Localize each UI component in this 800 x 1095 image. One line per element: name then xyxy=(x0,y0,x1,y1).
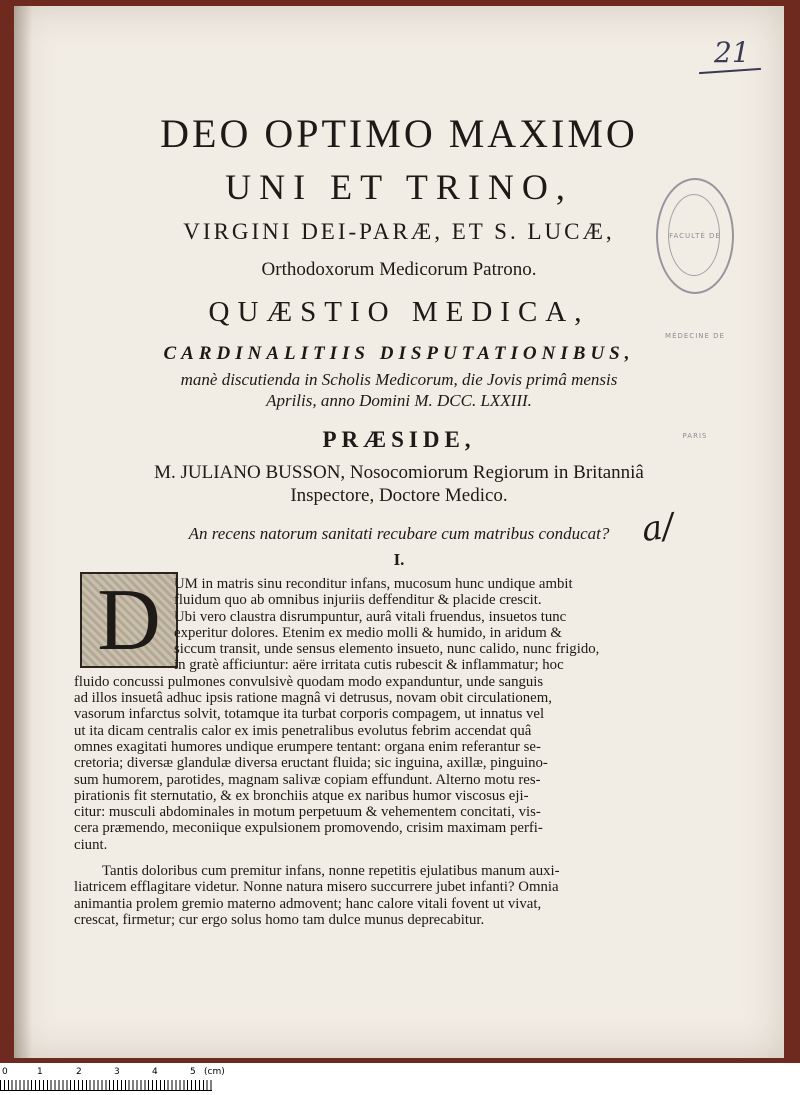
heading-line-7: manè discutienda in Scholis Medicorum, die Jovis primâ mensis xyxy=(180,370,618,389)
ruler-label: 4 xyxy=(152,1067,158,1077)
text-line: sum humorem, parotides, magnam salivæ copiam effundunt. Alterno motu res- xyxy=(74,771,541,788)
text-line: in gratè afficiuntur: aëre irritata cutis rubescit & inflammatur; hoc xyxy=(174,657,564,674)
ruler-label: 2 xyxy=(76,1067,82,1077)
question-title: An recens natorum sanitati recubare cum matribus conducat? xyxy=(188,524,610,543)
paragraph-2 xyxy=(74,863,636,928)
text-line: fluidum quo ab omnibus injuriis deffenditur & placide crescit. xyxy=(174,592,542,609)
margin-annotation: a/ xyxy=(639,505,677,551)
text-line: omnes exagitati humores undique erumpere tentant: organa enim referantur se- xyxy=(74,738,541,755)
text-line: siccum transit, unde sensus elemento insueto, nunc calido, nunc frigido, xyxy=(174,641,600,658)
text-line: cretoria; diversæ glandulæ diversa eructant fluida; sic inguina, axillæ, pinguino- xyxy=(74,755,548,772)
paragraph-1 xyxy=(74,572,636,853)
president-line-2: Inspectore, Doctore Medico. xyxy=(290,485,508,506)
text-line: cera præmendo, meconiique expulsionem promovendo, crisim maximam perfi- xyxy=(74,820,543,837)
heading-line-1: DEO OPTIMO MAXIMO xyxy=(160,111,638,156)
heading-line-4: Orthodoxorum Medicorum Patrono. xyxy=(261,259,537,280)
ruler-label: 5 xyxy=(190,1067,196,1077)
praeside-heading: PRÆSIDE, xyxy=(322,427,476,452)
section-number: I. xyxy=(393,550,405,569)
text-line: ut ita dicam centralis calor ex imis penetralibus evolutus febrim accendat quâ xyxy=(74,722,532,739)
text-line: liatricem efflagitare videtur. Nonne natura misero succurrere jubet infanti? Omnia xyxy=(74,879,559,896)
text-line: experitur dolores. Etenim ex medio molli & humido, in aridum & xyxy=(174,624,562,641)
president-line-1: M. JULIANO BUSSON, Nosocomiorum Regiorum in Britanniâ xyxy=(154,462,644,483)
heading-line-6: CARDINALITIIS DISPUTATIONIBUS, xyxy=(163,343,635,364)
text-line: crescat, firmetur; cur ergo solus homo tam dulce munus deprecabitur. xyxy=(74,911,485,928)
ruler-label: (cm) xyxy=(204,1067,225,1077)
text-line: ad illos insuetâ adhuc ipsis ratione magnâ vi detrusus, novam obit circulationem, xyxy=(74,690,552,707)
text-line: Tantis doloribus cum premitur infans, nonne repetitis ejulatibus manum auxi- xyxy=(102,863,560,879)
text-line: animantia prolem gremio materno admovent; hanc calore vitali fovent ut vivat, xyxy=(74,895,542,912)
ruler-bar xyxy=(0,1080,212,1091)
handwritten-page-number: 21 xyxy=(714,36,750,69)
heading-line-2: UNI ET TRINO, xyxy=(225,167,573,207)
heading-line-3: VIRGINI DEI-PARÆ, ET S. LUCÆ, xyxy=(183,219,615,244)
document-page xyxy=(14,6,784,1058)
heading-line-8: Aprilis, anno Domini M. DCC. LXXIII. xyxy=(266,391,532,410)
ruler-label: 3 xyxy=(114,1067,120,1077)
scale-ruler xyxy=(0,1063,800,1095)
heading-line-5: QUÆSTIO MEDICA, xyxy=(208,296,590,328)
text-line: fluido concussi pulmones convulsivè quodam modo expanduntur, unde sanguis xyxy=(74,673,544,690)
text-line: UM in matris sinu reconditur infans, mucosum hunc undique ambit xyxy=(174,576,573,592)
text-line: vasorum infarctus solvit, totamque ita turbat corporis compagem, ut innatus vel xyxy=(74,706,545,723)
text-line: ciunt. xyxy=(74,836,108,853)
ruler-label: 0 xyxy=(2,1067,8,1077)
text-line: citur: musculi abdominales in motum perpetuum & vehementem concitati, vis- xyxy=(74,804,541,821)
drop-cap-letter: D xyxy=(97,572,161,669)
text-line: Ubi vero claustra disrumpuntur, aurâ vitali fruendus, insuetos tunc xyxy=(174,608,567,625)
stamp-text: FACULTÉ DE MÉDECINE DE PARIS xyxy=(665,232,725,440)
text-line: pirationis fit sternutatio, & ex bronchiis atque ex naribus humor viscosus eji- xyxy=(74,787,529,804)
ruler-label: 1 xyxy=(37,1067,43,1077)
